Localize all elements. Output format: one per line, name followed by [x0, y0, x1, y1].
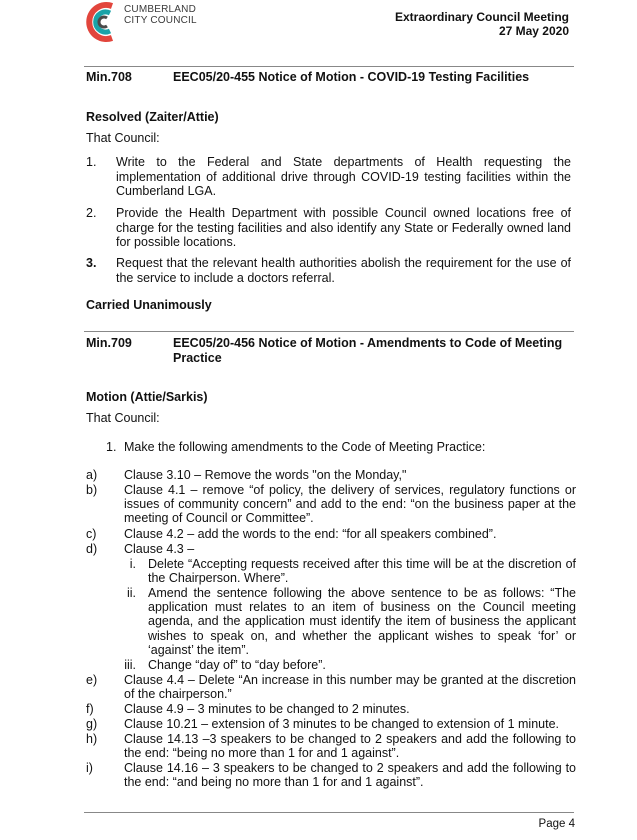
clause-marker: h) — [86, 732, 98, 746]
clause-text: Clause 10.21 – extension of 3 minutes to be changed to extension of 1 minute. — [124, 717, 560, 731]
list-item — [86, 468, 576, 483]
clause-marker: g) — [86, 717, 98, 731]
resolved-heading: Resolved (Zaiter/Attie) — [86, 110, 219, 124]
subclause-text: Amend the sentence following the above sentence to be as follows: “The application must relates to an item of business on the Council meeting agenda, and the application must identify the item of business the applicant wishes to speak on, and whether the applicant wishes to speak ‘for’ or ‘against’ the item”. — [148, 586, 576, 657]
clause-marker: b) — [86, 483, 98, 497]
footer-divider — [84, 812, 574, 813]
carried-label: Carried Unanimously — [86, 298, 212, 312]
list-item — [86, 732, 576, 761]
clause-marker: c) — [86, 527, 97, 541]
clause-text: Clause 4.4 – Delete “An increase in this number may be granted at the discretion of the chairperson.” — [124, 673, 576, 702]
list-number: 3. — [86, 256, 97, 270]
list-item: Request that the relevant health authorities abolish the requirement for the use of the service to include a doctors referral. — [116, 256, 571, 285]
list-number: 1. — [86, 155, 97, 169]
list-item: Provide the Health Department with possible Council owned locations free of charge for the testing facilities and also identify any State or Federally owned land for possible locations. — [116, 206, 571, 249]
logo-line-1: CUMBERLAND — [124, 4, 197, 15]
that-council-label: That Council: — [86, 131, 160, 145]
list-item — [86, 673, 576, 702]
list-item — [86, 717, 576, 732]
intro-text: Make the following amendments to the Code of Meeting Practice: — [124, 440, 486, 454]
list-item — [86, 761, 576, 790]
list-item — [110, 658, 576, 673]
clause-marker: a) — [86, 468, 98, 482]
subclause-text: Delete “Accepting requests received after this time will be at the discretion of the Chairperson. Where”. — [148, 557, 576, 586]
that-council-label: That Council: — [86, 411, 160, 425]
clause-text: Clause 14.13 –3 speakers to be changed to 2 speakers and add the following to the end: “being no more than 1 for and 1 against”. — [124, 732, 576, 761]
divider — [84, 66, 574, 67]
minute-number: Min.708 — [86, 70, 132, 84]
list-item — [110, 586, 576, 658]
clause-marker: i) — [86, 761, 93, 775]
clause-text: Clause 4.3 – — [124, 542, 195, 556]
minute-number: Min.709 — [86, 336, 132, 350]
logo-text — [124, 4, 197, 26]
minute-title: EEC05/20-455 Notice of Motion - COVID-19 Testing Facilities — [173, 70, 530, 84]
page-number: Page 4 — [538, 818, 575, 830]
list-item — [86, 542, 576, 557]
subclause-text: Change “day of” to “day before”. — [148, 658, 326, 672]
list-number: 1. — [106, 440, 117, 454]
meeting-title: Extraordinary Council Meeting — [394, 10, 569, 24]
clause-text: Clause 4.9 – 3 minutes to be changed to 2 minutes. — [124, 702, 410, 716]
subclause-marker: iii. — [124, 658, 136, 672]
clause-text: Clause 3.10 – Remove the words "on the Monday," — [124, 468, 407, 482]
list-item — [86, 702, 576, 717]
clause-list — [86, 468, 576, 790]
list-item — [86, 483, 576, 527]
clause-text: Clause 14.16 – 3 speakers to be changed to 2 speakers and add the following to the end: “and being no more than 1 for and 1 against”. — [124, 761, 576, 790]
subclause-marker: ii. — [126, 586, 136, 600]
clause-marker: f) — [86, 702, 94, 716]
list-item — [110, 557, 576, 586]
logo-line-2: CITY COUNCIL — [124, 15, 197, 26]
list-item — [86, 527, 576, 542]
subclause-marker: i. — [129, 557, 136, 571]
divider — [84, 331, 574, 332]
meeting-header — [395, 10, 569, 38]
minute-title: EEC05/20-456 Notice of Motion - Amendments to Code of Meeting Practice — [173, 336, 563, 365]
list-item: Write to the Federal and State departments of Health requesting the implementation of additional drive through COVID-19 testing facilities within the Cumberland LGA. — [116, 155, 571, 198]
clause-text: Clause 4.2 – add the words to the end: “for all speakers combined”. — [124, 527, 497, 541]
clause-marker: e) — [86, 673, 98, 687]
meeting-date: 27 May 2020 — [498, 24, 569, 38]
list-number: 2. — [86, 206, 97, 220]
council-logo-icon — [80, 0, 124, 44]
clause-marker: d) — [86, 542, 98, 556]
motion-heading: Motion (Attie/Sarkis) — [86, 390, 208, 404]
clause-text: Clause 4.1 – remove “of policy, the delivery of services, regulatory functions or issues of community concern” and add to the end: “on the business paper at the meeting of Council or Committee”. — [124, 483, 576, 526]
